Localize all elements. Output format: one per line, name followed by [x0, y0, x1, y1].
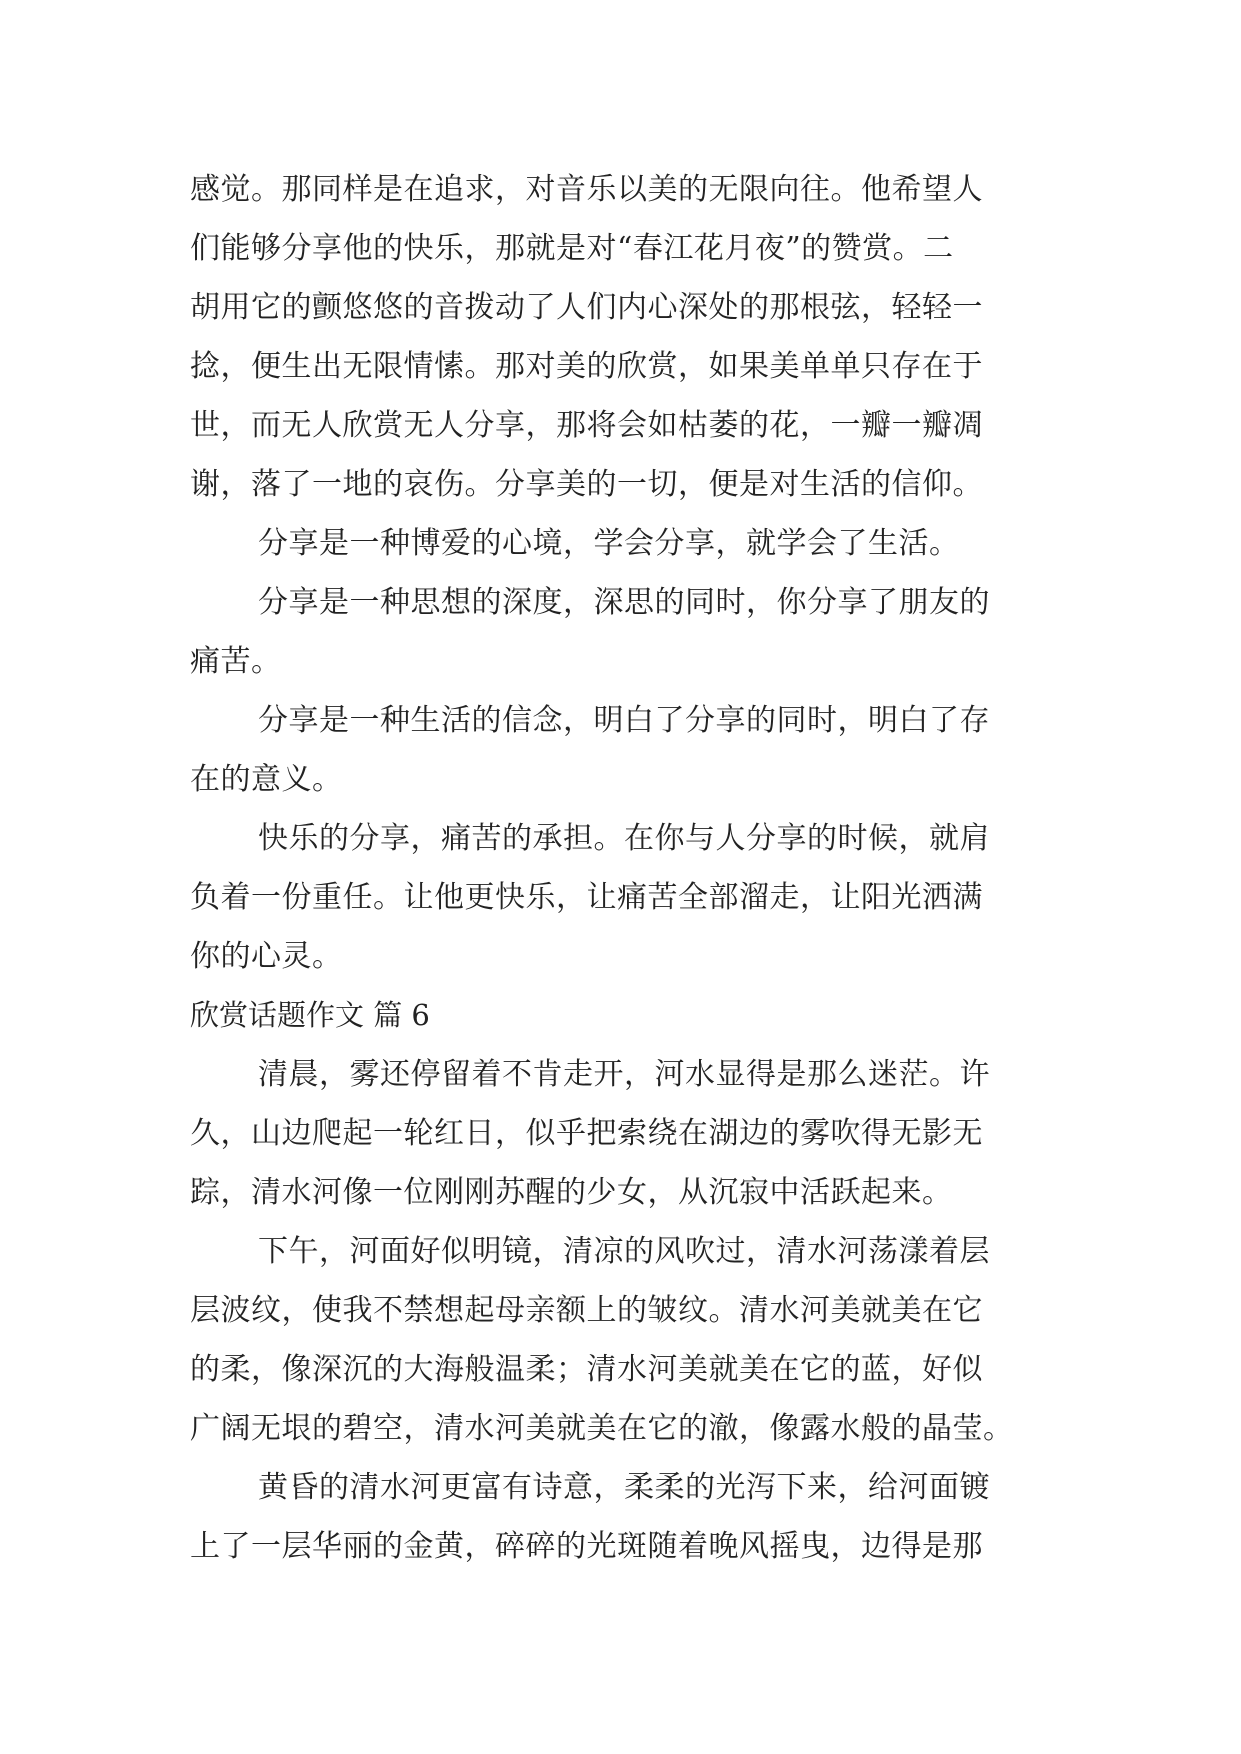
text-line: 分享是一种思想的深度，深思的同时，你分享了朋友的	[258, 585, 990, 620]
text-line: 清晨，雾还停留着不肯走开，河水显得是那么迷茫。许	[258, 1057, 990, 1092]
text-line: 捻，便生出无限情愫。那对美的欣赏，如果美单单只存在于	[190, 349, 983, 384]
text-line: 分享是一种生活的信念，明白了分享的同时，明白了存	[258, 703, 990, 738]
text-line: 世，而无人欣赏无人分享，那将会如枯萎的花，一瓣一瓣凋	[190, 408, 983, 443]
section-heading: 欣赏话题作文 篇 6	[190, 998, 430, 1032]
text-line: 分享是一种博爱的心境，学会分享，就学会了生活。	[258, 526, 960, 561]
text-line: 广阔无垠的碧空，清水河美就美在它的澈，像露水般的晶莹。	[190, 1411, 1014, 1446]
text-line: 层波纹，使我不禁想起母亲额上的皱纹。清水河美就美在它	[190, 1293, 983, 1328]
text-line: 下午，河面好似明镜，清凉的风吹过，清水河荡漾着层	[258, 1234, 990, 1269]
text-line: 负着一份重任。让他更快乐，让痛苦全部溜走，让阳光洒满	[190, 880, 983, 915]
text-line: 快乐的分享，痛苦的承担。在你与人分享的时候，就肩	[258, 821, 990, 856]
text-line: 谢，落了一地的哀伤。分享美的一切，便是对生活的信仰。	[190, 467, 983, 502]
text-line: 黄昏的清水河更富有诗意，柔柔的光泻下来，给河面镀	[258, 1470, 990, 1505]
text-line: 的柔，像深沉的大海般温柔；清水河美就美在它的蓝，好似	[190, 1352, 983, 1387]
text-line: 感觉。那同样是在追求，对音乐以美的无限向往。他希望人	[190, 172, 983, 207]
text-line: 胡用它的颤悠悠的音拨动了人们内心深处的那根弦，轻轻一	[190, 290, 983, 325]
text-line: 在的意义。	[190, 762, 343, 797]
text-line: 你的心灵。	[190, 939, 343, 974]
document-body	[190, 160, 1060, 1576]
text-line: 们能够分享他的快乐，那就是对“春江花月夜”的赞赏。二	[190, 231, 954, 266]
text-line: 久，山边爬起一轮红日，似乎把索绕在湖边的雾吹得无影无	[190, 1116, 983, 1151]
text-line: 上了一层华丽的金黄，碎碎的光斑随着晚风摇曳，边得是那	[190, 1529, 983, 1564]
text-line: 痛苦。	[190, 644, 282, 679]
text-line: 踪，清水河像一位刚刚苏醒的少女，从沉寂中活跃起来。	[190, 1175, 953, 1210]
